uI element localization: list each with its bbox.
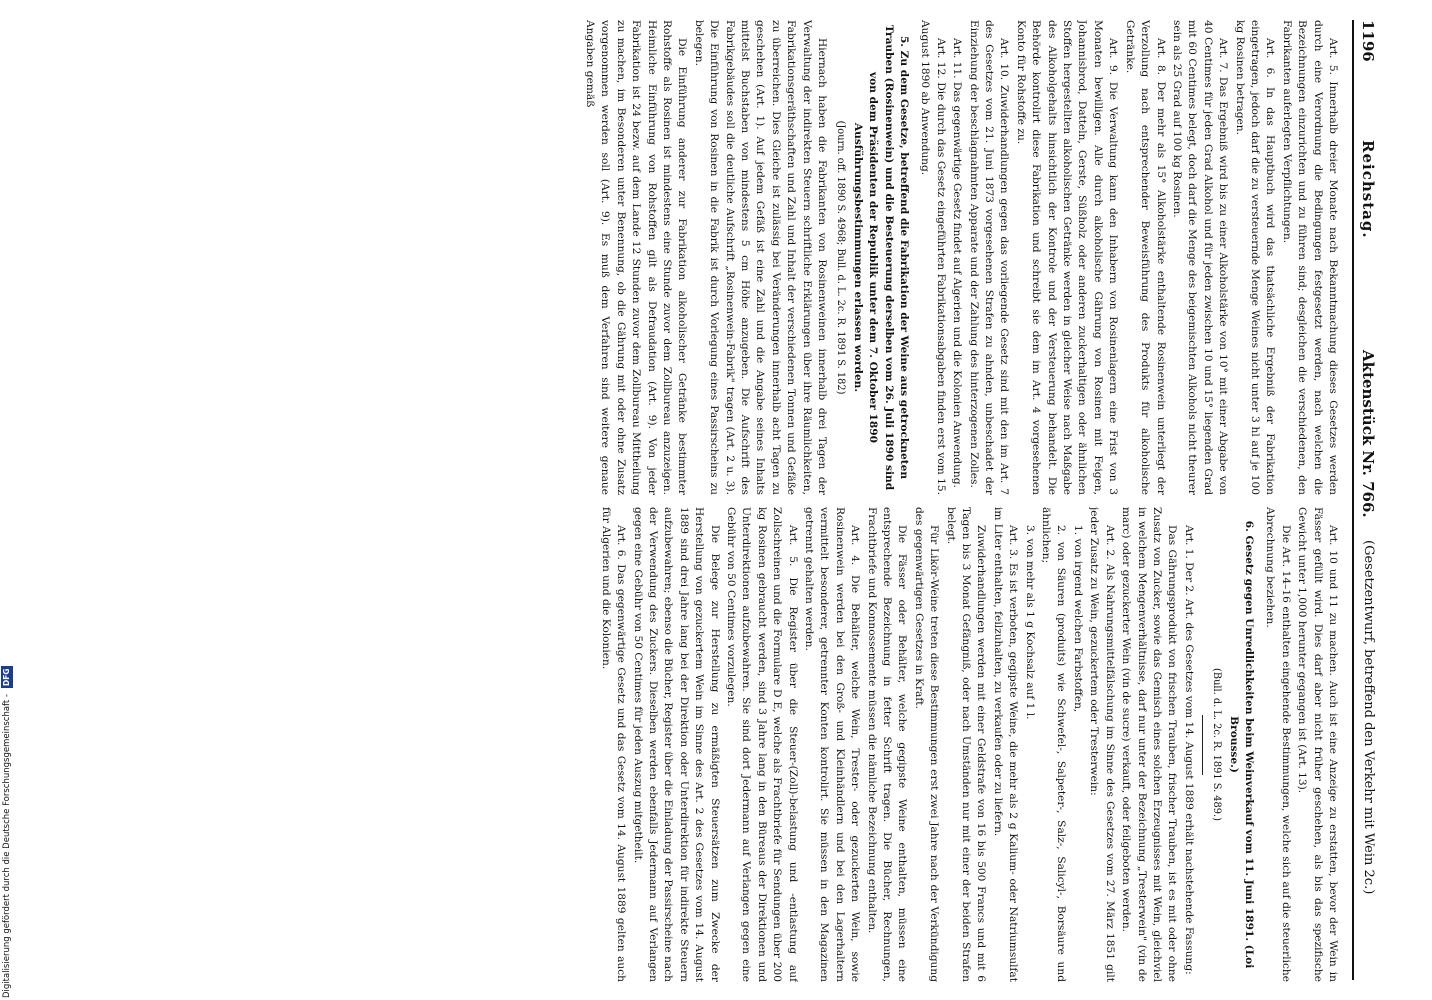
- paragraph-art10: Art. 10. Zuwiderhandlungen gegen das vorliegende Gesetz sind mit den im Art. 7 des Gesetzes vom 21. Juni 1873 vorgesehenen Strafen zu ahnden, unbeschadet der Einziehung der beschlagnahmten Apparate und der Zahlung des hinterzogenen Zolles.: [967, 20, 1011, 495]
- source-citation: (Bull. d. L. 2c. R. 1891 S. 489.): [1211, 668, 1223, 821]
- source-citation: (Journ. off. 1890 S. 4968; Bull. d. L. 2c. R. 1891 S. 182): [835, 120, 847, 395]
- paragraph-s6-art1: Art. 1. Der 2. Art. des Gesetzes vom 14. August 1889 erhält nachstehende Fassung:: [1182, 525, 1195, 975]
- paragraph-sec5-p2: Die Einführung anderer zur Fabrikation alkoholischer Getränke bestimmter Rohstoffe als Rosinen ist mindestens eine Stunde zuvor dem Zollbureau anzuzeigen. Heimliche Einführung von Rohstoffen gilt als Defraudation (Art. 9). Von jeder Fabrikation ist 24 bezw. auf dem Lande 12 Stunden zuvor dem Zollbureau Mittheilung zu machen, im Besonderen unter Benennung, ob die Gährung mit oder ohne Zusatz vorgenommen werden soll (Art. 9). Es muß dem Verfahren sind weitere genaue Angaben gemäß: [583, 20, 689, 495]
- header-issue: Aktenstück Nr. 766.: [1359, 350, 1377, 518]
- dfg-logo: DFG: [2, 668, 11, 687]
- paragraph-art11: Art. 11. Das gegenwärtige Gesetz findet auf Algerien und die Kolonien Anwendung.: [951, 38, 964, 488]
- page-number: 1196: [1359, 20, 1377, 62]
- paragraph-art6: Art. 6. In das Hauptbuch wird das thatsächliche Ergebniß der Fabrikation eingetragen, jedoch darf die zu versteuernde Menge Weines nicht unter 3 hl auf je 100 kg Rosinen betragen.: [1233, 20, 1277, 495]
- paragraph-art8: Art. 8. Der mehr als 15° Alkoholstärke enthaltende Rosinenwein unterliegt der Verzollung nach entsprechender Beweisführung des Produkts für alkoholische Getränke.: [1123, 20, 1167, 495]
- page-header: [1352, 20, 1380, 980]
- header-title: Reichstag.: [1359, 140, 1377, 239]
- paragraph-art7: Art. 7. Das Ergebniß wird bis zu einer Alkoholstärke von 10° mit einer Abgabe von 40 Centimes für jeden Grad Alkohol und für jeden zwischen 10 und 15° liegenden Grad mit 60 Centimes belegt, doch darf die Menge des beigemischten Alkohols nicht theurer sein als 25 Grad auf 100 kg Rosinen.: [1170, 20, 1230, 495]
- paragraph-s6-art4b: Art. 4. Die Behälter, welche Wein, Trester- oder gezuckerten Wein, sowie Rosinenwein werden bei den Groß- und Kleinhändlern und bei den Lagerhaltern vermittelt besonderer, getrennter Konten kontrolirt. Sie müssen in den Magazinen getrennt gehalten werden.: [803, 507, 862, 982]
- paragraph-art5: Art. 5. Innerhalb dreier Monate nach Bekanntmachung dieses Gesetzes werden durch eine Verordnung die Bedingungen festgesetzt werden, nach welchen die Bezeichnungen einzurichten und zu führen sind; desgleichen die verschiedenen, den Fabrikanten auferlegten Verpflichtungen.: [1280, 20, 1339, 495]
- right-text-column: [50, 507, 1340, 982]
- paragraph-art12: Art. 12. Die durch das Gesetz eingeführten Fabrikationsabgaben finden erst vom 15. August 1890 ab Anwendung.: [919, 20, 947, 495]
- paragraph-s6-art6: Art. 6. Das gegenwärtige Gesetz und das Gesetz vom 14. August 1889 gelten auch für Algerien und die Kolonien.: [599, 507, 628, 982]
- paragraph-cont-p1: Art. 10 und 11 zu machen. Auch ist eine Anzeige zu erstatten, bevor der Wein in Fässer gefüllt wird. Dies darf aber nicht früher geschehen, als bis das spezifische Gewicht unter 1,000 herunter gegangen ist (Art. 13).: [1296, 507, 1339, 982]
- paragraph-s6-i1: 1. von irgend welchen Farbstoffen,: [1071, 525, 1084, 713]
- digitization-note: Digitalisierung gefördert durch die Deutsche Forschungsgemeinschaft -: [2, 694, 12, 998]
- rotated-document-page: [25, 20, 1380, 980]
- paragraph-s6-i3: 3. von mehr als 1 g Kochsalz auf 1 l.: [1023, 525, 1036, 720]
- paragraph-s6-art3b: Zuwiderhandlungen werden mit einer Geldstrafe von 16 bis 500 Francs und mit 6 Tagen bis 3 Monat Gefängniß, oder nach Umständen nur mit einer der beiden Strafen belegt.: [944, 507, 988, 982]
- paragraph-s6-art5b: Die Belege zur Herstellung zu ermäßigten Steuersätzen zum Zwecke der Herstellung von gezuckertem Wein im Sinne des Art. 2 des Gesetzes vom 14. August 1889 sind drei Jahre lang bei der Direktion oder Unterdirektion für indirekte Steuern aufzubewahren; ebenso die Bücher, Register über die Einladung der Passirscheine nach der Verwendung des Zuckers. Dieselben werden ebenfalls Jedermann auf Verlangen gegen eine Gebühr von 50 Centimes für jeden Auszug mitgetheilt.: [631, 507, 721, 982]
- section-heading: 5. Zu dem Gesetze, betreffend die Fabrikation der Weine aus getrockneten Trauben (Rosinenwein) und die Besteuerung derselben vom 26. Juli 1890 sind von dem Präsidenten der Republik unter dem 7. Oktober 1890 Ausführungsbestimmungen erlassen worden.: [851, 24, 911, 491]
- section-divider: [1202, 715, 1203, 775]
- paragraph-s6-i2: 2. von Säuren (produits) wie Schwefel-, Salpeter-, Salz-, Salicyl-, Borsäure und ähnlichen;: [1040, 507, 1068, 982]
- paragraph-s6-art5: Art. 5. Die Register über die Steuer-(Zoll)-belastung und -entlastung auf Zollschreinen und die Formulare D E, welche als Frachtbriefe für Sendungen über 200 kg Rosinen gebraucht werden, sind 3 Jahre lang in den Büreaus der Direktionen und Unterdirektionen aufzubewahren. Sie sind dort Jedermann auf Verlangen gegen eine Gebühr von 50 Centimes vorzulegen.: [724, 507, 799, 982]
- paragraph-sec5-p1: Hiernach haben die Fabrikanten von Rosinenweinen innerhalb drei Tagen der Verwaltung der indirekten Steuern schriftliche Erklärungen über ihre Räumlichkeiten, Fabrikationsgeräthschaften und Zahl und Inhalt der verschiedenen Tonnen und Gefäße zu überreichen. Dies Gleiche ist zulässig bei Veränderungen innerhalb acht Tagen zu geschehen (Art. 1). Auf jedem Gefäß ist eine Zahl und die Angabe seines Inhalts mittelst Buchstaben von mindestens 5 cm Höhe anzugeben. Die Aufschrift des Fabrikgebäudes soll die deutliche Aufschrift „Rosinenwein-Fabrik" tragen (Art. 2 u. 3). Die Einführung von Rosinen in die Fabrik ist durch Vorlegung eines Passirscheins zu belegen.: [692, 20, 828, 495]
- paragraph-s6-art4: Die Fässer oder Behälter, welche gegipste Weine enthalten, müssen eine entsprechende Bezeichnung in fetter Schrift tragen. Die Bücher, Rechnungen, Frachtbriefe und Konnossemente müssen die nämliche Bezeichnung enthalten.: [865, 507, 909, 982]
- left-text-column: [50, 20, 1340, 495]
- paragraph-art9: Art. 9. Die Verwaltung kann den Inhabern von Rosinenlagern eine Frist von 3 Monaten bewilligen. Alle durch alkoholische Gährung von Rosinen mit Feigen, Johannisbrod, Datteln, Gerste, Süßholz oder anderen zuckerhaltigen oder ähnlichen Stoffen hergestellten alkoholischen Getränke werden in gleicher Weise nach Maßgabe des Alkoholgehalts hinsichtlich der Kontrole und der Versteuerung behandelt. Die Behörde kontrolirt diese Fabrikation und schreibt sie dem im Art. 4 vorgesehenen Konto für Rohstoffe zu.: [1014, 20, 1120, 495]
- paragraph-cont-p2: Die Art. 14–16 enthalten eingehende Bestimmungen, welche sich auf die steuerliche Abrechnung beziehen.: [1264, 507, 1292, 982]
- section-heading: 6. Gesetz gegen Unredlichkeiten beim Weinverkauf vom 11. Juni 1891. (Loi Brousse.): [1227, 520, 1255, 969]
- digitization-footer: [0, 0, 14, 998]
- header-subject: (Gesetzentwurf, betreffend den Verkehr mit Wein 2c.): [1361, 540, 1376, 895]
- paragraph-s6-art3c: Für Likör-Weine treten diese Bestimmungen erst zwei Jahre nach der Verkündigung des gegenwärtigen Gesetzes in Kraft.: [912, 507, 941, 982]
- paragraph-s6-art3: Art. 3. Es ist verboten, gegipste Weine, die mehr als 2 g Kalium- oder Natriumsulfat im Liter enthalten, feilzuhalten, zu verkaufen oder zu liefern.: [991, 507, 1020, 982]
- paragraph-s6-art1b: Das Gährungsprodukt von frischen Trauben, frischer Trauben, ist es mit oder ohne Zusatz von Zucker, sowie das Gemisch eines solchen Erzeugnisses mit Wein, gleichviel in welchem Mengenverhältnisse, darf nur unter der Bezeichnung „Tresterwein" (vin de marc) oder gezuckerter Wein (vin de sucre) verkauft, oder feilgeboten werden.: [1120, 507, 1179, 982]
- paragraph-s6-art2: Art. 2. Als Nahrungsmittelfälschung im Sinne des Gesetzes vom 27. März 1851 gilt jeder Zusatz zu Wein, gezuckertem oder Tresterwein:: [1088, 507, 1116, 982]
